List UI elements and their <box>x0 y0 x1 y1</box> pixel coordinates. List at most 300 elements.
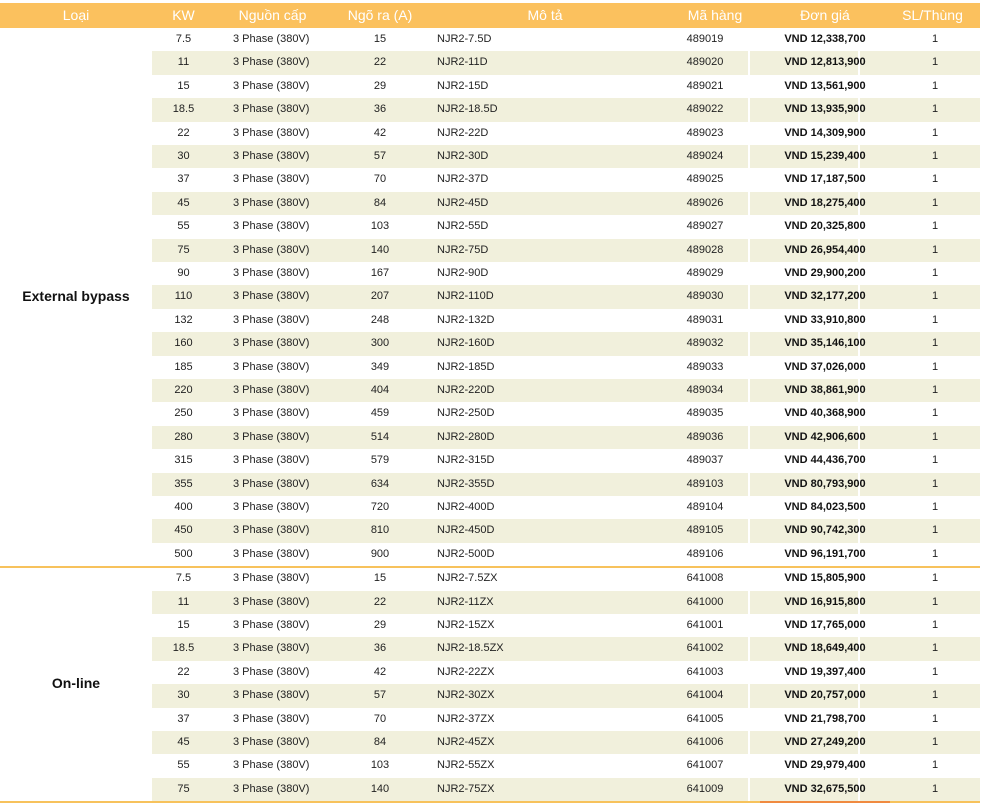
code-cell: 641004 <box>686 689 724 702</box>
source-cell: 3 Phase (380V) <box>233 689 310 702</box>
row-cells <box>152 28 980 51</box>
output-cell: 103 <box>370 759 390 772</box>
source-cell: 3 Phase (380V) <box>233 642 310 655</box>
source-cell: 3 Phase (380V) <box>233 782 310 795</box>
code-cell: 489030 <box>686 290 724 303</box>
kw-cell: 450 <box>174 524 193 537</box>
price-cell: VND 27,249,200 <box>784 736 866 748</box>
kw-cell: 37 <box>177 712 190 725</box>
kw-cell: 22 <box>177 665 190 678</box>
price-cell: VND 80,793,900 <box>784 477 866 490</box>
quantity-cell: 1 <box>931 407 939 420</box>
kw-cell: 250 <box>174 407 193 420</box>
price-cell: VND 12,813,900 <box>784 56 866 69</box>
table-row <box>0 614 980 637</box>
row-cells <box>152 262 980 285</box>
quantity-cell: 1 <box>931 454 939 467</box>
table-row <box>0 778 980 801</box>
kw-cell: 7.5 <box>175 33 192 45</box>
output-cell: 514 <box>370 430 390 443</box>
source-cell: 3 Phase (380V) <box>233 736 310 748</box>
description-cell: NJR2-11ZX <box>437 595 494 608</box>
price-cell: VND 18,275,400 <box>784 196 866 209</box>
output-cell: 70 <box>373 712 387 725</box>
price-cell: VND 29,979,400 <box>784 759 866 772</box>
source-cell: 3 Phase (380V) <box>233 547 310 560</box>
description-cell: NJR2-315D <box>437 454 495 467</box>
source-cell: 3 Phase (380V) <box>233 572 310 585</box>
table-row <box>0 28 980 51</box>
table-row <box>0 473 980 496</box>
price-cell: VND 17,187,500 <box>784 173 866 186</box>
description-cell: NJR2-22ZX <box>437 665 495 678</box>
group-label: On-line <box>51 675 101 692</box>
price-cell: VND 26,954,400 <box>784 243 866 256</box>
output-cell: 57 <box>373 150 387 162</box>
kw-cell: 30 <box>177 150 190 162</box>
quantity-cell: 1 <box>931 220 939 233</box>
price-cell: VND 96,191,700 <box>784 547 866 560</box>
row-cells <box>152 192 980 215</box>
source-cell: 3 Phase (380V) <box>233 79 310 92</box>
description-cell: NJR2-90D <box>437 267 489 279</box>
description-cell: NJR2-400D <box>437 501 495 513</box>
kw-cell: 37 <box>177 173 190 186</box>
price-cell: VND 21,798,700 <box>784 712 866 725</box>
kw-cell: 11 <box>177 595 190 608</box>
output-cell: 579 <box>370 454 390 467</box>
kw-cell: 160 <box>174 337 193 350</box>
price-cell: VND 20,757,000 <box>784 689 866 702</box>
output-cell: 404 <box>370 384 390 396</box>
quantity-cell: 1 <box>931 477 939 490</box>
source-cell: 3 Phase (380V) <box>233 56 310 69</box>
price-cell: VND 16,915,800 <box>784 595 866 608</box>
description-cell: NJR2-15ZX <box>437 619 495 631</box>
kw-cell: 220 <box>174 384 193 396</box>
quantity-cell: 1 <box>931 290 939 303</box>
row-cells <box>152 661 980 684</box>
description-cell: NJR2-132D <box>437 313 495 326</box>
table-row <box>0 567 980 590</box>
price-cell: VND 44,436,700 <box>784 454 866 467</box>
kw-cell: 280 <box>174 430 193 443</box>
kw-cell: 18.5 <box>172 103 195 116</box>
output-cell: 70 <box>373 173 387 186</box>
description-cell: NJR2-55ZX <box>437 759 495 772</box>
header-sl-thung: SL/Thùng <box>902 7 963 23</box>
code-cell: 641006 <box>686 736 724 748</box>
code-cell: 489019 <box>686 33 724 45</box>
kw-cell: 75 <box>177 782 190 795</box>
code-cell: 489036 <box>686 430 724 443</box>
table-row <box>0 543 980 566</box>
code-cell: 489037 <box>686 454 724 467</box>
header-ma-hang: Mã hàng <box>687 7 743 23</box>
price-cell: VND 32,177,200 <box>784 290 866 303</box>
table-row <box>0 449 980 472</box>
table-row <box>0 496 980 519</box>
table-row <box>0 379 980 402</box>
table-row <box>0 731 980 754</box>
source-cell: 3 Phase (380V) <box>233 665 310 678</box>
price-cell: VND 84,023,500 <box>784 501 866 513</box>
code-cell: 641003 <box>686 665 724 678</box>
header-don-gia: Đơn giá <box>800 7 850 23</box>
output-cell: 15 <box>373 572 387 585</box>
source-cell: 3 Phase (380V) <box>233 619 310 631</box>
output-cell: 140 <box>370 782 390 795</box>
source-cell: 3 Phase (380V) <box>233 712 310 725</box>
quantity-cell: 1 <box>931 547 939 560</box>
description-cell: NJR2-18.5D <box>437 103 498 116</box>
price-cell: VND 35,146,100 <box>784 337 866 350</box>
code-cell: 489104 <box>686 501 724 513</box>
kw-cell: 45 <box>177 736 190 748</box>
output-cell: 84 <box>373 736 387 748</box>
header-mo-ta: Mô tả <box>527 7 563 23</box>
price-cell: VND 90,742,300 <box>784 524 866 537</box>
code-cell: 489021 <box>686 79 724 92</box>
source-cell: 3 Phase (380V) <box>233 313 310 326</box>
price-cell: VND 42,906,600 <box>784 430 866 443</box>
kw-cell: 55 <box>177 220 190 233</box>
quantity-cell: 1 <box>931 501 939 513</box>
output-cell: 36 <box>373 642 387 655</box>
source-cell: 3 Phase (380V) <box>233 173 310 186</box>
table-row <box>0 75 980 98</box>
kw-cell: 315 <box>174 454 193 467</box>
description-cell: NJR2-37ZX <box>437 712 495 725</box>
row-cells <box>152 519 980 542</box>
source-cell: 3 Phase (380V) <box>233 407 310 420</box>
table-row <box>0 402 980 425</box>
quantity-cell: 1 <box>931 430 939 443</box>
code-cell: 641001 <box>686 619 724 631</box>
row-cells <box>152 731 980 754</box>
output-cell: 22 <box>373 595 387 608</box>
row-cells <box>152 145 980 168</box>
source-cell: 3 Phase (380V) <box>233 759 310 772</box>
row-cells <box>152 449 980 472</box>
description-cell: NJR2-355D <box>437 477 495 490</box>
kw-cell: 11 <box>177 56 190 69</box>
price-cell: VND 15,239,400 <box>784 150 866 162</box>
description-cell: NJR2-18.5ZX <box>437 642 504 655</box>
row-cells <box>152 684 980 707</box>
source-cell: 3 Phase (380V) <box>233 337 310 350</box>
code-cell: 489103 <box>686 477 724 490</box>
source-cell: 3 Phase (380V) <box>233 196 310 209</box>
header-ngo-ra: Ngõ ra (A) <box>347 7 413 23</box>
code-cell: 489024 <box>686 150 724 162</box>
code-cell: 641007 <box>686 759 724 772</box>
price-cell: VND 37,026,000 <box>784 360 866 373</box>
quantity-cell: 1 <box>931 360 939 373</box>
kw-cell: 7.5 <box>175 572 192 585</box>
output-cell: 720 <box>370 501 390 513</box>
output-cell: 42 <box>373 665 387 678</box>
table-row <box>0 145 980 168</box>
table-header <box>0 3 980 28</box>
quantity-cell: 1 <box>931 736 939 748</box>
code-cell: 641005 <box>686 712 724 725</box>
output-cell: 57 <box>373 689 387 702</box>
source-cell: 3 Phase (380V) <box>233 220 310 233</box>
code-cell: 489026 <box>686 196 724 209</box>
kw-cell: 90 <box>177 267 190 279</box>
row-cells <box>152 122 980 145</box>
source-cell: 3 Phase (380V) <box>233 360 310 373</box>
source-cell: 3 Phase (380V) <box>233 524 310 537</box>
row-cells <box>152 215 980 238</box>
description-cell: NJR2-250D <box>437 407 495 420</box>
table-row <box>0 309 980 332</box>
group-label: External bypass <box>22 288 130 305</box>
output-cell: 36 <box>373 103 387 116</box>
description-cell: NJR2-45ZX <box>437 736 495 748</box>
price-cell: VND 15,805,900 <box>784 572 866 585</box>
kw-cell: 110 <box>174 290 193 303</box>
source-cell: 3 Phase (380V) <box>233 430 310 443</box>
description-cell: NJR2-75ZX <box>437 782 495 795</box>
kw-cell: 15 <box>177 619 190 631</box>
description-cell: NJR2-55D <box>437 220 489 233</box>
output-cell: 22 <box>373 56 387 69</box>
source-cell: 3 Phase (380V) <box>233 454 310 467</box>
code-cell: 489105 <box>686 524 724 537</box>
price-cell: VND 12,338,700 <box>784 33 866 45</box>
table-row <box>0 426 980 449</box>
output-cell: 29 <box>373 619 387 631</box>
description-cell: NJR2-450D <box>437 524 495 537</box>
price-cell: VND 20,325,800 <box>784 220 866 233</box>
kw-cell: 500 <box>174 547 193 560</box>
output-cell: 29 <box>373 79 387 92</box>
description-cell: NJR2-110D <box>437 290 494 303</box>
kw-cell: 45 <box>177 196 190 209</box>
table-row <box>0 591 980 614</box>
price-cell: VND 32,675,500 <box>784 782 866 795</box>
quantity-cell: 1 <box>931 267 939 279</box>
source-cell: 3 Phase (380V) <box>233 384 310 396</box>
row-cells <box>152 285 980 308</box>
code-cell: 641002 <box>686 642 724 655</box>
row-cells <box>152 168 980 191</box>
quantity-cell: 1 <box>931 642 939 655</box>
code-cell: 489027 <box>686 220 724 233</box>
description-cell: NJR2-30D <box>437 150 489 162</box>
code-cell: 489034 <box>686 384 724 396</box>
quantity-cell: 1 <box>931 384 939 396</box>
table-row <box>0 519 980 542</box>
code-cell: 641009 <box>686 782 724 795</box>
price-cell: VND 33,910,800 <box>784 313 866 326</box>
kw-cell: 132 <box>174 313 193 326</box>
source-cell: 3 Phase (380V) <box>233 103 310 116</box>
kw-cell: 55 <box>177 759 190 772</box>
row-cells <box>152 637 980 660</box>
quantity-cell: 1 <box>931 56 939 69</box>
table-row <box>0 356 980 379</box>
table-row <box>0 332 980 355</box>
table-row <box>0 192 980 215</box>
code-cell: 489028 <box>686 243 724 256</box>
description-cell: NJR2-75D <box>437 243 489 256</box>
quantity-cell: 1 <box>931 572 939 585</box>
kw-cell: 400 <box>174 501 193 513</box>
code-cell: 489029 <box>686 267 724 279</box>
output-cell: 15 <box>373 33 387 45</box>
row-cells <box>152 614 980 637</box>
row-cells <box>152 75 980 98</box>
code-cell: 489033 <box>686 360 724 373</box>
row-cells <box>152 309 980 332</box>
code-cell: 489023 <box>686 126 724 139</box>
price-underline <box>760 801 890 803</box>
header-loai: Loại <box>62 7 90 23</box>
quantity-cell: 1 <box>931 173 939 186</box>
quantity-cell: 1 <box>931 196 939 209</box>
row-cells <box>152 496 980 519</box>
header-kw: KW <box>172 7 195 23</box>
quantity-cell: 1 <box>931 782 939 795</box>
description-cell: NJR2-185D <box>437 360 495 373</box>
table-row <box>0 754 980 777</box>
output-cell: 459 <box>370 407 390 420</box>
source-cell: 3 Phase (380V) <box>233 150 310 162</box>
quantity-cell: 1 <box>931 524 939 537</box>
row-cells <box>152 356 980 379</box>
quantity-cell: 1 <box>931 150 939 162</box>
row-cells <box>152 754 980 777</box>
price-cell: VND 17,765,000 <box>784 619 866 631</box>
description-cell: NJR2-7.5D <box>437 33 492 45</box>
code-cell: 489031 <box>686 313 724 326</box>
quantity-cell: 1 <box>931 33 939 45</box>
row-cells <box>152 591 980 614</box>
row-cells <box>152 51 980 74</box>
row-cells <box>152 708 980 731</box>
description-cell: NJR2-11D <box>437 56 488 69</box>
price-cell: VND 18,649,400 <box>784 642 866 655</box>
code-cell: 489022 <box>686 103 724 116</box>
source-cell: 3 Phase (380V) <box>233 126 310 139</box>
kw-cell: 15 <box>177 79 190 92</box>
output-cell: 248 <box>370 313 390 326</box>
row-cells <box>152 543 980 566</box>
description-cell: NJR2-37D <box>437 173 489 186</box>
row-cells <box>152 567 980 590</box>
quantity-cell: 1 <box>931 689 939 702</box>
source-cell: 3 Phase (380V) <box>233 290 310 303</box>
row-cells <box>152 239 980 262</box>
table-row <box>0 98 980 121</box>
quantity-cell: 1 <box>931 103 939 116</box>
row-cells <box>152 426 980 449</box>
source-cell: 3 Phase (380V) <box>233 267 310 279</box>
code-cell: 489025 <box>686 173 724 186</box>
price-cell: VND 40,368,900 <box>784 407 866 420</box>
output-cell: 140 <box>370 243 390 256</box>
output-cell: 349 <box>370 360 390 373</box>
kw-cell: 30 <box>177 689 190 702</box>
output-cell: 900 <box>370 547 390 560</box>
code-cell: 489106 <box>686 547 724 560</box>
kw-cell: 185 <box>174 360 193 373</box>
header-nguon-cap: Nguồn cấp <box>238 7 307 23</box>
price-cell: VND 38,861,900 <box>784 384 866 396</box>
table-row <box>0 262 980 285</box>
price-cell: VND 19,397,400 <box>784 665 866 678</box>
output-cell: 634 <box>370 477 390 490</box>
table-row <box>0 239 980 262</box>
code-cell: 489032 <box>686 337 724 350</box>
quantity-cell: 1 <box>931 243 939 256</box>
table-row <box>0 51 980 74</box>
code-cell: 489020 <box>686 56 724 69</box>
quantity-cell: 1 <box>931 313 939 326</box>
description-cell: NJR2-45D <box>437 196 489 209</box>
description-cell: NJR2-220D <box>437 384 495 396</box>
description-cell: NJR2-280D <box>437 430 495 443</box>
quantity-cell: 1 <box>931 595 939 608</box>
source-cell: 3 Phase (380V) <box>233 243 310 256</box>
quantity-cell: 1 <box>931 79 939 92</box>
output-cell: 300 <box>370 337 390 350</box>
kw-cell: 22 <box>177 126 190 139</box>
table-row <box>0 122 980 145</box>
row-cells <box>152 332 980 355</box>
kw-cell: 75 <box>177 243 190 256</box>
price-cell: VND 13,561,900 <box>784 79 866 92</box>
output-cell: 167 <box>370 267 390 279</box>
quantity-cell: 1 <box>931 665 939 678</box>
row-cells <box>152 379 980 402</box>
table-row <box>0 168 980 191</box>
row-cells <box>152 473 980 496</box>
source-cell: 3 Phase (380V) <box>233 595 310 608</box>
quantity-cell: 1 <box>931 126 939 139</box>
kw-cell: 18.5 <box>172 642 195 655</box>
description-cell: NJR2-15D <box>437 79 489 92</box>
output-cell: 103 <box>370 220 390 233</box>
output-cell: 810 <box>370 524 390 537</box>
output-cell: 84 <box>373 196 387 209</box>
code-cell: 641000 <box>686 595 724 608</box>
description-cell: NJR2-7.5ZX <box>437 572 498 585</box>
table-row <box>0 215 980 238</box>
source-cell: 3 Phase (380V) <box>233 477 310 490</box>
quantity-cell: 1 <box>931 337 939 350</box>
output-cell: 42 <box>373 126 387 139</box>
row-cells <box>152 98 980 121</box>
source-cell: 3 Phase (380V) <box>233 33 310 45</box>
price-cell: VND 13,935,900 <box>784 103 866 116</box>
output-cell: 207 <box>370 290 390 303</box>
row-cells <box>152 778 980 801</box>
description-cell: NJR2-30ZX <box>437 689 495 702</box>
quantity-cell: 1 <box>931 759 939 772</box>
table-row <box>0 708 980 731</box>
price-cell: VND 14,309,900 <box>784 126 866 139</box>
quantity-cell: 1 <box>931 712 939 725</box>
quantity-cell: 1 <box>931 619 939 631</box>
row-cells <box>152 402 980 425</box>
description-cell: NJR2-22D <box>437 126 489 139</box>
description-cell: NJR2-160D <box>437 337 495 350</box>
code-cell: 489035 <box>686 407 724 420</box>
